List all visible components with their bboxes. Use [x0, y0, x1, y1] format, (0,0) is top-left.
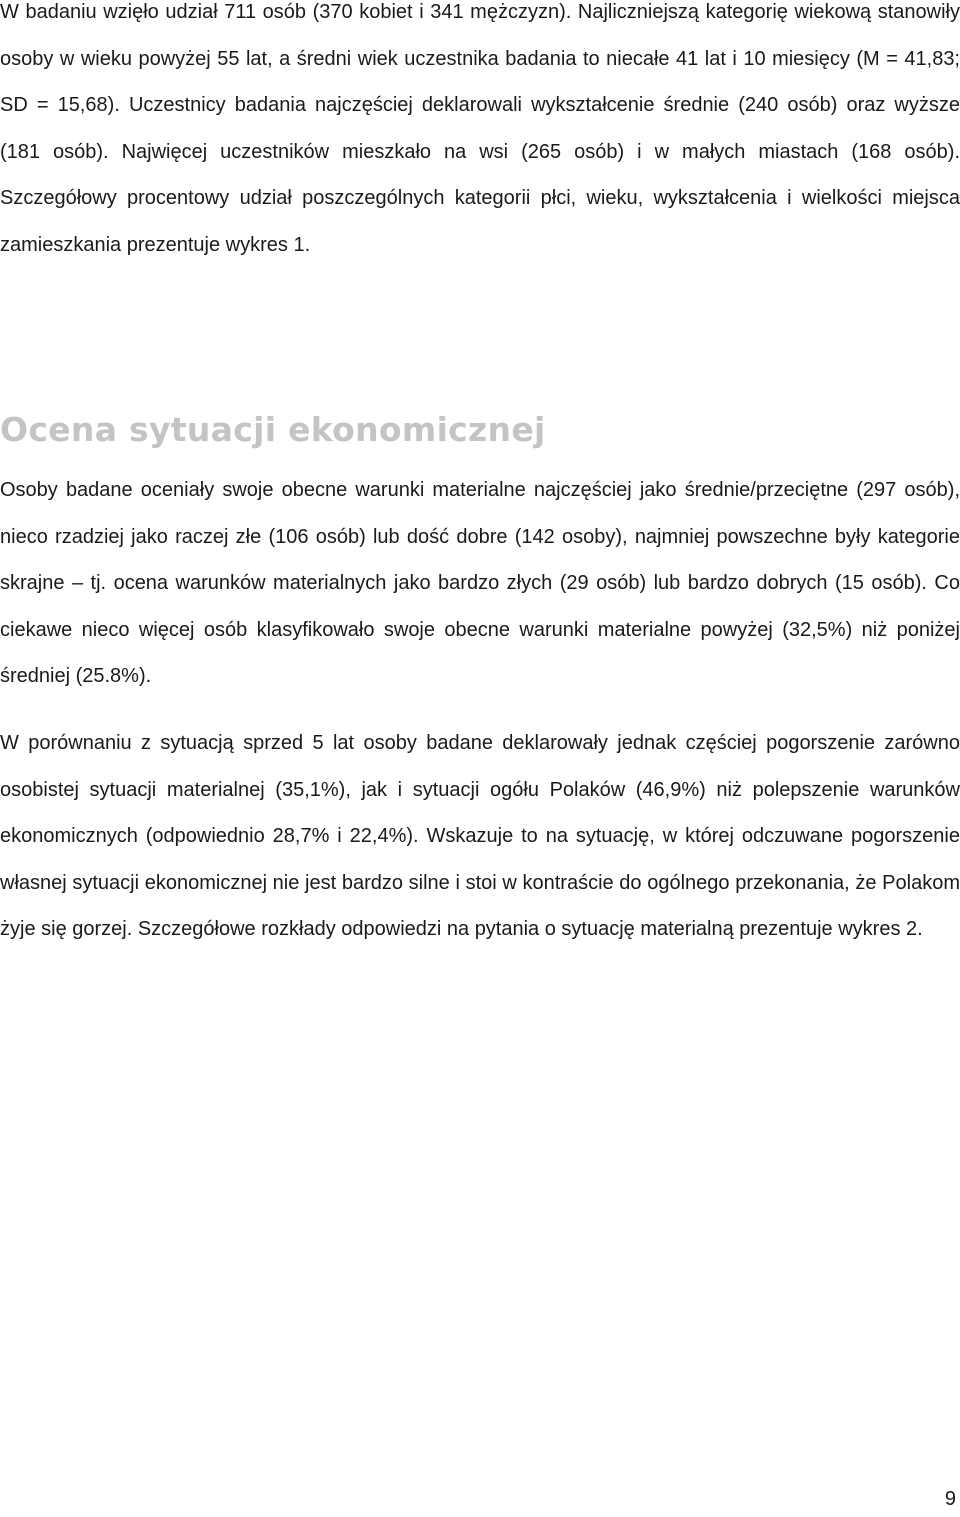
- intro-paragraph: W badaniu wzięło udział 711 osób (370 kobiet i 341 mężczyzn). Najliczniejszą kategorię wiekową stanowiły osoby w wieku powyżej 55 lat, a średni wiek uczestnika badania to niecałe 41 lat i 10 miesięcy (M = 41,83; SD = 15,68). Uczestnicy badania najczęściej deklarowali wykształcenie średnie (240 osób) oraz wyższe (181 osób). Najwięcej uczestników mieszkało na wsi (265 osób) i w małych miastach (168 osób). Szczegółowy procentowy udział poszczególnych kategorii płci, wieku, wykształcenia i wielkości miejsca zamieszkania prezentuje wykres 1.: [0, 1, 960, 256]
- section-paragraph-1: Osoby badane oceniały swoje obecne warunki materialne najczęściej jako średnie/przeciętne (297 osób), nieco rzadziej jako raczej złe (106 osób) lub dość dobre (142 osoby), najmniej powszechne były kategorie skrajne – tj. ocena warunków materialnych jako bardzo złych (29 osób) lub bardzo dobrych (15 osób). Co ciekawe nieco więcej osób klasyfikowało swoje obecne warunki materialne powyżej (32,5%) niż poniżej średniej (25.8%).: [0, 479, 960, 687]
- section-paragraph-2: W porównaniu z sytuacją sprzed 5 lat osoby badane deklarowały jednak częściej pogorszenie zarówno osobistej sytuacji materialnej (35,1%), jak i sytuacji ogółu Polaków (46,9%) niż polepszenie warunków ekonomicznych (odpowiednio 28,7% i 22,4%). Wskazuje to na sytuację, w której odczuwane pogorszenie własnej sytuacji ekonomicznej nie jest bardzo silne i stoi w kontraście do ogólnego przekonania, że Polakom żyje się gorzej. Szczegółowe rozkłady odpowiedzi na pytania o sytuację materialną prezentuje wykres 2.: [0, 732, 960, 940]
- page-number: 9: [944, 1488, 956, 1510]
- section-heading: Ocena sytuacji ekonomicznej: [0, 410, 546, 449]
